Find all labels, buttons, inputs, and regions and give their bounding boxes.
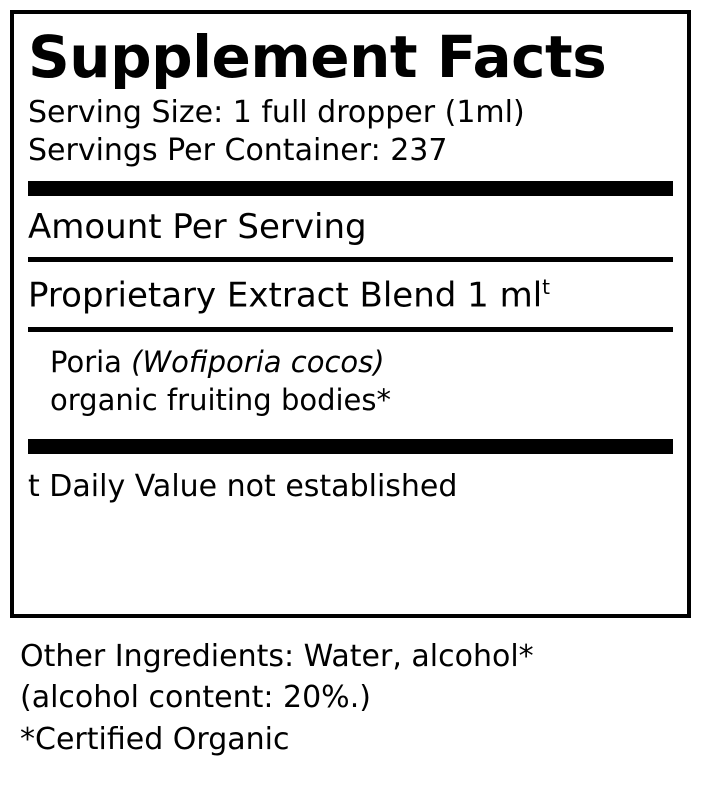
servings-per-container-line: Servings Per Container: 237 — [28, 133, 448, 169]
proprietary-blend-row — [28, 262, 673, 327]
ingredient-list — [28, 332, 673, 429]
certified-organic-note: *Certified Organic — [20, 721, 290, 757]
ingredient-name-row — [50, 344, 673, 382]
ingredient-latin-name: (Wofiporia cocos) — [131, 345, 385, 380]
panel-title: Supplement Facts — [28, 23, 607, 91]
other-ingredients-line-2: (alcohol content: 20%.) — [20, 680, 371, 716]
other-ingredients-block — [20, 636, 680, 760]
dagger-symbol: t — [542, 274, 550, 299]
ingredient-description: organic fruiting bodies* — [50, 382, 392, 417]
divider-thick-top — [28, 181, 673, 196]
daily-value-footnote: t Daily Value not established — [28, 469, 458, 505]
amount-per-serving-header: Amount Per Serving — [28, 206, 367, 247]
ingredient-common-name: Poria — [50, 345, 132, 380]
divider-thick-bottom — [28, 439, 673, 454]
proprietary-blend-label: Proprietary Extract Blend 1 ml — [28, 275, 543, 316]
supplement-facts-panel — [10, 10, 691, 618]
serving-size-line: Serving Size: 1 full dropper (1ml) — [28, 95, 525, 130]
other-ingredients-line-1: Other Ingredients: Water, alcohol* — [20, 639, 534, 674]
